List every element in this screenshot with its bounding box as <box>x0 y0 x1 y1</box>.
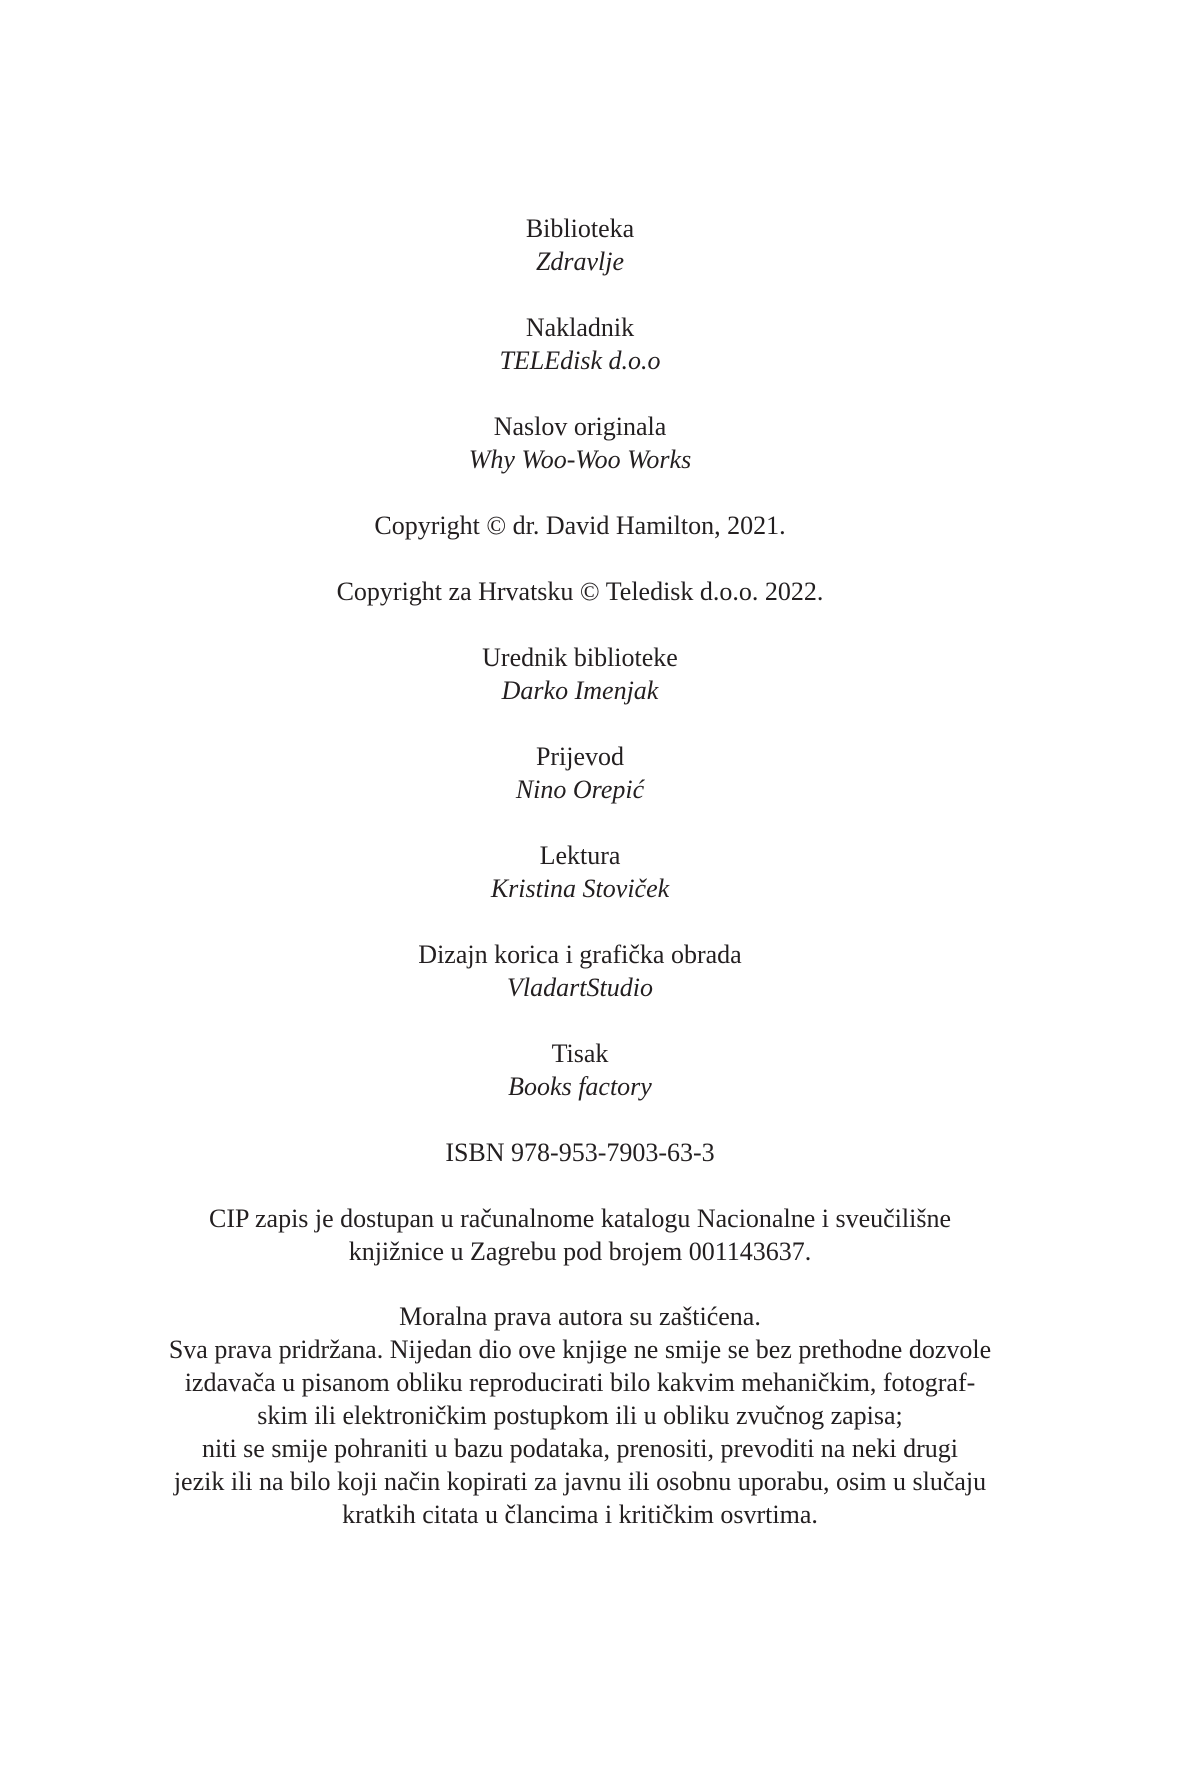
rights-line-3: izdavača u pisanom obliku reproducirati bilo kakvim mehaničkim, fotograf- <box>184 1368 976 1397</box>
series-block <box>100 212 1060 278</box>
print-block <box>100 1037 1060 1103</box>
translation-value: Nino Orepić <box>515 775 645 804</box>
cip-line-1: CIP zapis je dostupan u računalnome katalogu Nacionalne i sveučilišne <box>209 1204 951 1233</box>
publisher-block <box>100 311 1060 377</box>
copyright-author-block <box>100 509 1060 542</box>
series-value: Zdravlje <box>535 247 625 276</box>
rights-block <box>100 1300 1060 1531</box>
copyright-author: Copyright © dr. David Hamilton, 2021. <box>374 511 786 540</box>
original-title-value: Why Woo-Woo Works <box>468 445 692 474</box>
original-title-label: Naslov originala <box>493 412 667 441</box>
copyright-croatia-block <box>100 575 1060 608</box>
design-value: VladartStudio <box>507 973 653 1002</box>
series-editor-value: Darko Imenjak <box>501 676 659 705</box>
original-title-block <box>100 410 1060 476</box>
print-label: Tisak <box>551 1039 609 1068</box>
series-label: Biblioteka <box>525 214 635 243</box>
translation-label: Prijevod <box>535 742 625 771</box>
design-block <box>100 938 1060 1004</box>
rights-line-2: Sva prava pridržana. Nijedan dio ove knjige ne smije se bez prethodne dozvole <box>168 1335 992 1364</box>
series-editor-label: Urednik biblioteke <box>482 643 678 672</box>
isbn: ISBN 978-953-7903-63-3 <box>445 1138 715 1167</box>
design-label: Dizajn korica i grafička obrada <box>418 940 742 969</box>
translation-block <box>100 740 1060 806</box>
proofreading-value: Kristina Stoviček <box>490 874 670 903</box>
rights-line-6: jezik ili na bilo koji način kopirati za javnu ili osobnu uporabu, osim u slučaju <box>173 1467 987 1496</box>
isbn-block <box>100 1136 1060 1169</box>
rights-line-5: niti se smije pohraniti u bazu podataka, prenositi, prevoditi na neki drugi <box>202 1434 958 1463</box>
print-value: Books factory <box>508 1072 652 1101</box>
series-editor-block <box>100 641 1060 707</box>
publisher-label: Nakladnik <box>525 313 635 342</box>
cip-line-2: knjižnice u Zagrebu pod brojem 001143637. <box>348 1237 812 1266</box>
rights-line-7: kratkih citata u člancima i kritičkim osvrtima. <box>342 1500 818 1529</box>
proofreading-label: Lektura <box>539 841 621 870</box>
rights-line-4: skim ili elektroničkim postupkom ili u obliku zvučnog zapisa; <box>257 1401 903 1430</box>
copyright-croatia: Copyright za Hrvatsku © Teledisk d.o.o. 2022. <box>336 577 824 606</box>
publisher-value: TELEdisk d.o.o <box>499 346 661 375</box>
rights-line-1: Moralna prava autora su zaštićena. <box>399 1302 761 1331</box>
colophon <box>100 212 1060 1564</box>
proofreading-block <box>100 839 1060 905</box>
cip-block <box>100 1202 1060 1268</box>
